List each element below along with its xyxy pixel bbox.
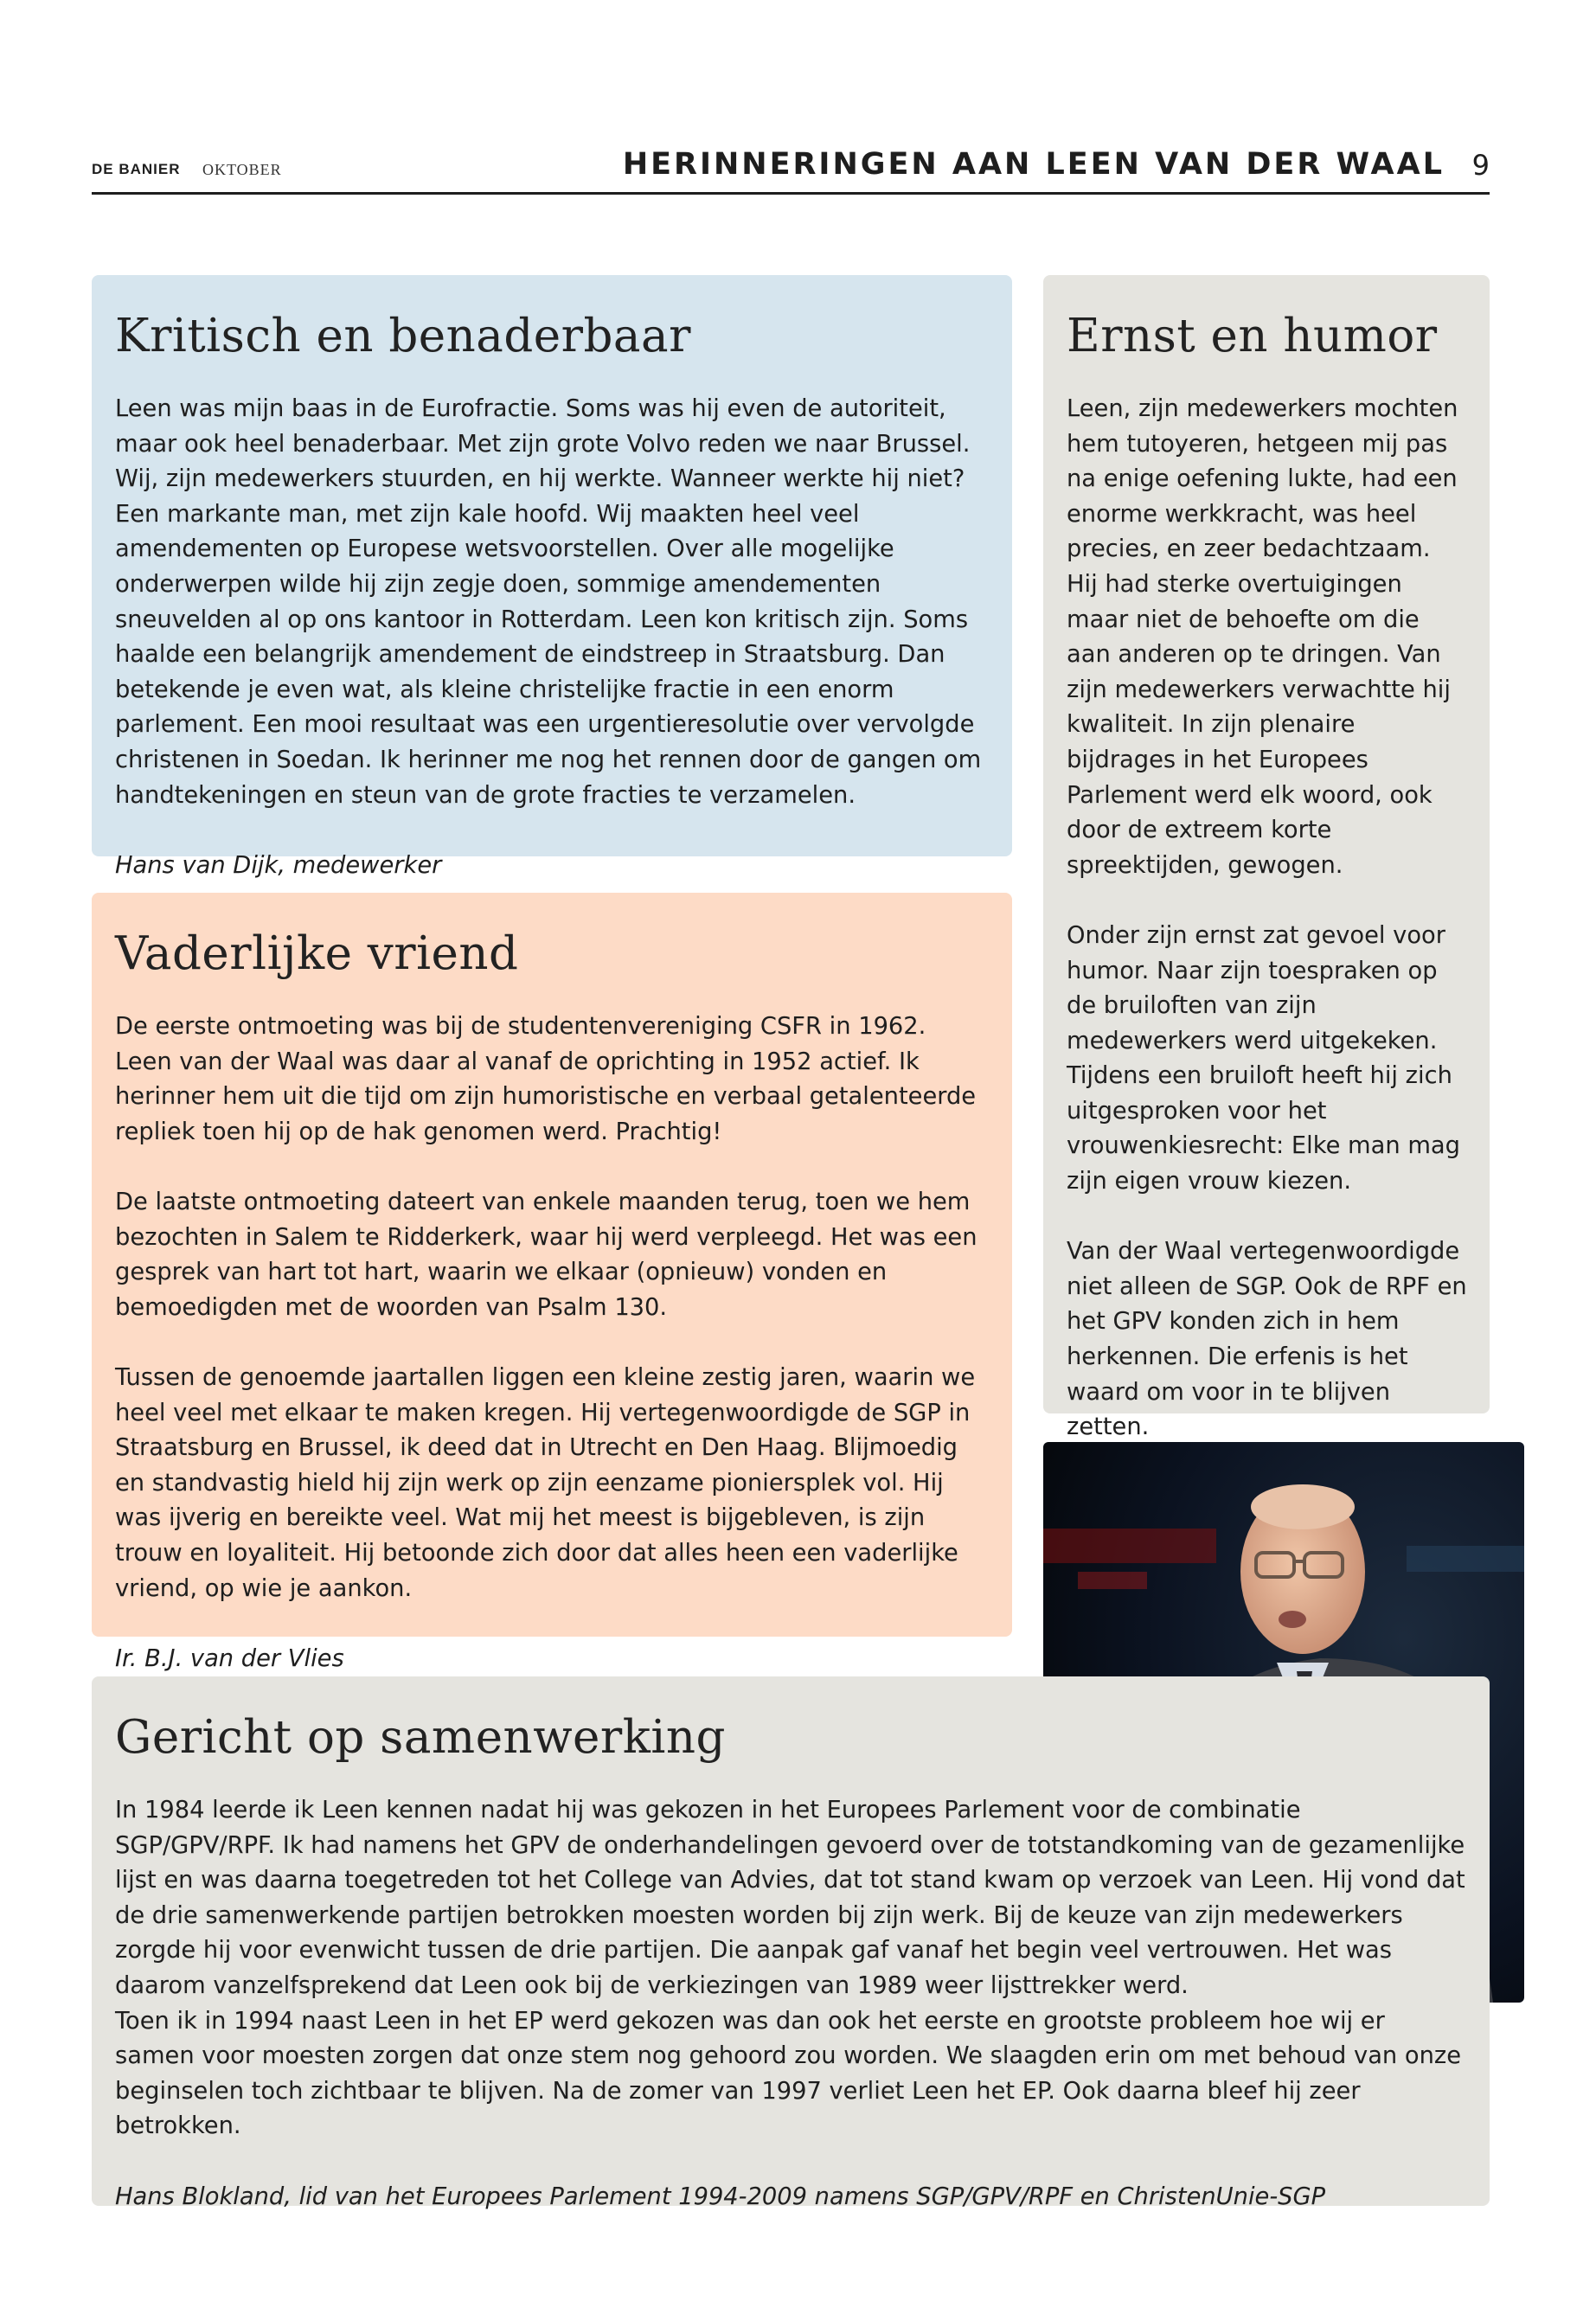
article-paragraph: Leen, zijn medewerkers mochten hem tutoyeren, hetgeen mij pas na enige oefening lukte, had een enorme werkkracht, was heel precies, en zeer bedachtzaam. Hij had sterke overtuigingen maar niet de behoefte om die aan anderen op te dringen. Van zijn medewerkers verwachtte hij kwaliteit. In zijn plenaire bijdrages in het Europees Parlement werd elk woord, ook door de extreem korte spreektijden, gewogen. bbox=[1067, 395, 1458, 879]
article-paragraph: In 1984 leerde ik Leen kennen nadat hij was gekozen in het Europees Parlement voor de combinatie SGP/GPV/RPF. Ik had namens het GPV de onderhandelingen gevoerd over de totstandkoming van de gezamenlijke lijst en was daarna toegetreden tot het College van Advies, dat tot stand kwam op verzoek van Leen. Hij vond dat de drie samenwerkende partijen betrokken moesten worden bij zijn werk. Bij de keuze van zijn medewerkers zorgde hij voor evenwicht tussen de drie partijen. Die aanpak gaf vanaf het begin veel vertrouwen. Het was daarom vanzelfsprekend dat Leen ook bij de verkiezingen van 1989 weer lijsttrekker werd. bbox=[115, 1797, 1465, 1999]
article-title: Gericht op samenwerking bbox=[115, 1711, 726, 1764]
page-title: HERINNERINGEN AAN LEEN VAN DER WAAL bbox=[622, 147, 1445, 182]
article-title: Kritisch en benaderbaar bbox=[115, 310, 691, 362]
article-paragraph: De eerste ontmoeting was bij de studentenvereniging CSFR in 1962. Leen van der Waal was daar al vanaf de oprichting in 1952 actief. Ik herinner hem uit die tijd om zijn humoristische en verbaal getalenteerde repliek toen hij op de hak genomen werd. Prachtig! bbox=[115, 1013, 977, 1145]
article-gericht-op-samenwerking bbox=[92, 1676, 1490, 2210]
article-title: Ernst en humor bbox=[1067, 310, 1438, 362]
article-author: Ir. B.J. van der Vlies bbox=[115, 1644, 344, 1672]
article-ernst-en-humor bbox=[1043, 275, 1490, 1441]
issue-month: OKTOBER bbox=[202, 161, 282, 178]
article-paragraph: Van der Waal vertegenwoordigde niet alleen de SGP. Ook de RPF en het GPV konden zich in hem herkennen. Die erfenis is het waard om voor in te blijven zetten. bbox=[1067, 1238, 1467, 1441]
article-title: Vaderlijke vriend bbox=[115, 927, 519, 980]
article-vaderlijke-vriend bbox=[92, 893, 1012, 1672]
page-header bbox=[92, 138, 1490, 195]
article-kritisch-en-benaderbaar bbox=[92, 275, 1012, 879]
article-paragraph: Tussen de genoemde jaartallen liggen een kleine zestig jaren, waarin we heel veel met elkaar te maken kregen. Hij vertegenwoordigde de SGP in Straatsburg en Brussel, ik deed dat in Utrecht en Den Haag. Blijmoedig en standvastig hield hij zijn werk op zijn eenzame pioniersplek vol. Hij was ijverig en bereikte veel. Wat mij het meest is bijgebleven, is zijn trouw en loyaliteit. Hij betoonde zich door dat alles heen een vaderlijke vriend, op wie je aankon. bbox=[115, 1363, 976, 1602]
article-author: Hans Blokland, lid van het Europees Parlement 1994-2009 namens SGP/GPV/RPF en ChristenUnie-SGP bbox=[115, 2182, 1326, 2210]
article-paragraph: De laatste ontmoeting dateert van enkele maanden terug, toen we hem bezochten in Salem te Ridderkerk, waar hij werd verpleegd. Het was een gesprek van hart tot hart, waarin we elkaar (opnieuw) vonden en bemoedigden met de woorden van Psalm 130. bbox=[115, 1188, 977, 1321]
article-author: Hans van Dijk, medewerker bbox=[115, 851, 442, 879]
page-number: 9 bbox=[1471, 149, 1490, 182]
article-paragraph: Leen was mijn baas in de Eurofractie. Soms was hij even de autoriteit, maar ook heel benaderbaar. Met zijn grote Volvo reden we naar Brussel. Wij, zijn medewerkers stuurden, en hij werkte. Wanneer werkte hij niet? Een markante man, met zijn kale hoofd. Wij maakten heel veel amendementen op Europese wetsvoorstellen. Over alle mogelijke onderwerpen wilde hij zijn zegje doen, sommige amendementen sneuvelden al op ons kantoor in Rotterdam. Leen kon kritisch zijn. Soms haalde een belangrijk amendement de eindstreep in Straatsburg. Dan betekende je even wat, als kleine christelijke fractie in een enorm parlement. Een mooi resultaat was een urgentieresolutie over vervolgde christenen in Soedan. Ik herinner me nog het rennen door de gangen om handtekeningen en steun van de grote fracties te verzamelen. bbox=[115, 395, 982, 809]
article-paragraph: Onder zijn ernst zat gevoel voor humor. Naar zijn toespraken op de bruiloften van zijn medewerkers werd uitgekeken. Tijdens een bruiloft heeft hij zich uitgesproken voor het vrouwenkiesrecht: Elke man mag zijn eigen vrouw kiezen. bbox=[1067, 921, 1460, 1195]
article-paragraph: Toen ik in 1994 naast Leen in het EP werd gekozen was dan ook het eerste en grootste probleem hoe wij er samen voor moesten zorgen dat onze stem nog gehoord zou worden. We slaagden erin om met behoud van onze beginselen toch zichtbaar te blijven. Na de zomer van 1997 verliet Leen het EP. Ook daarna bleef hij zeer betrokken. bbox=[115, 2007, 1462, 2140]
magazine-name: DE BANIER bbox=[92, 161, 181, 177]
